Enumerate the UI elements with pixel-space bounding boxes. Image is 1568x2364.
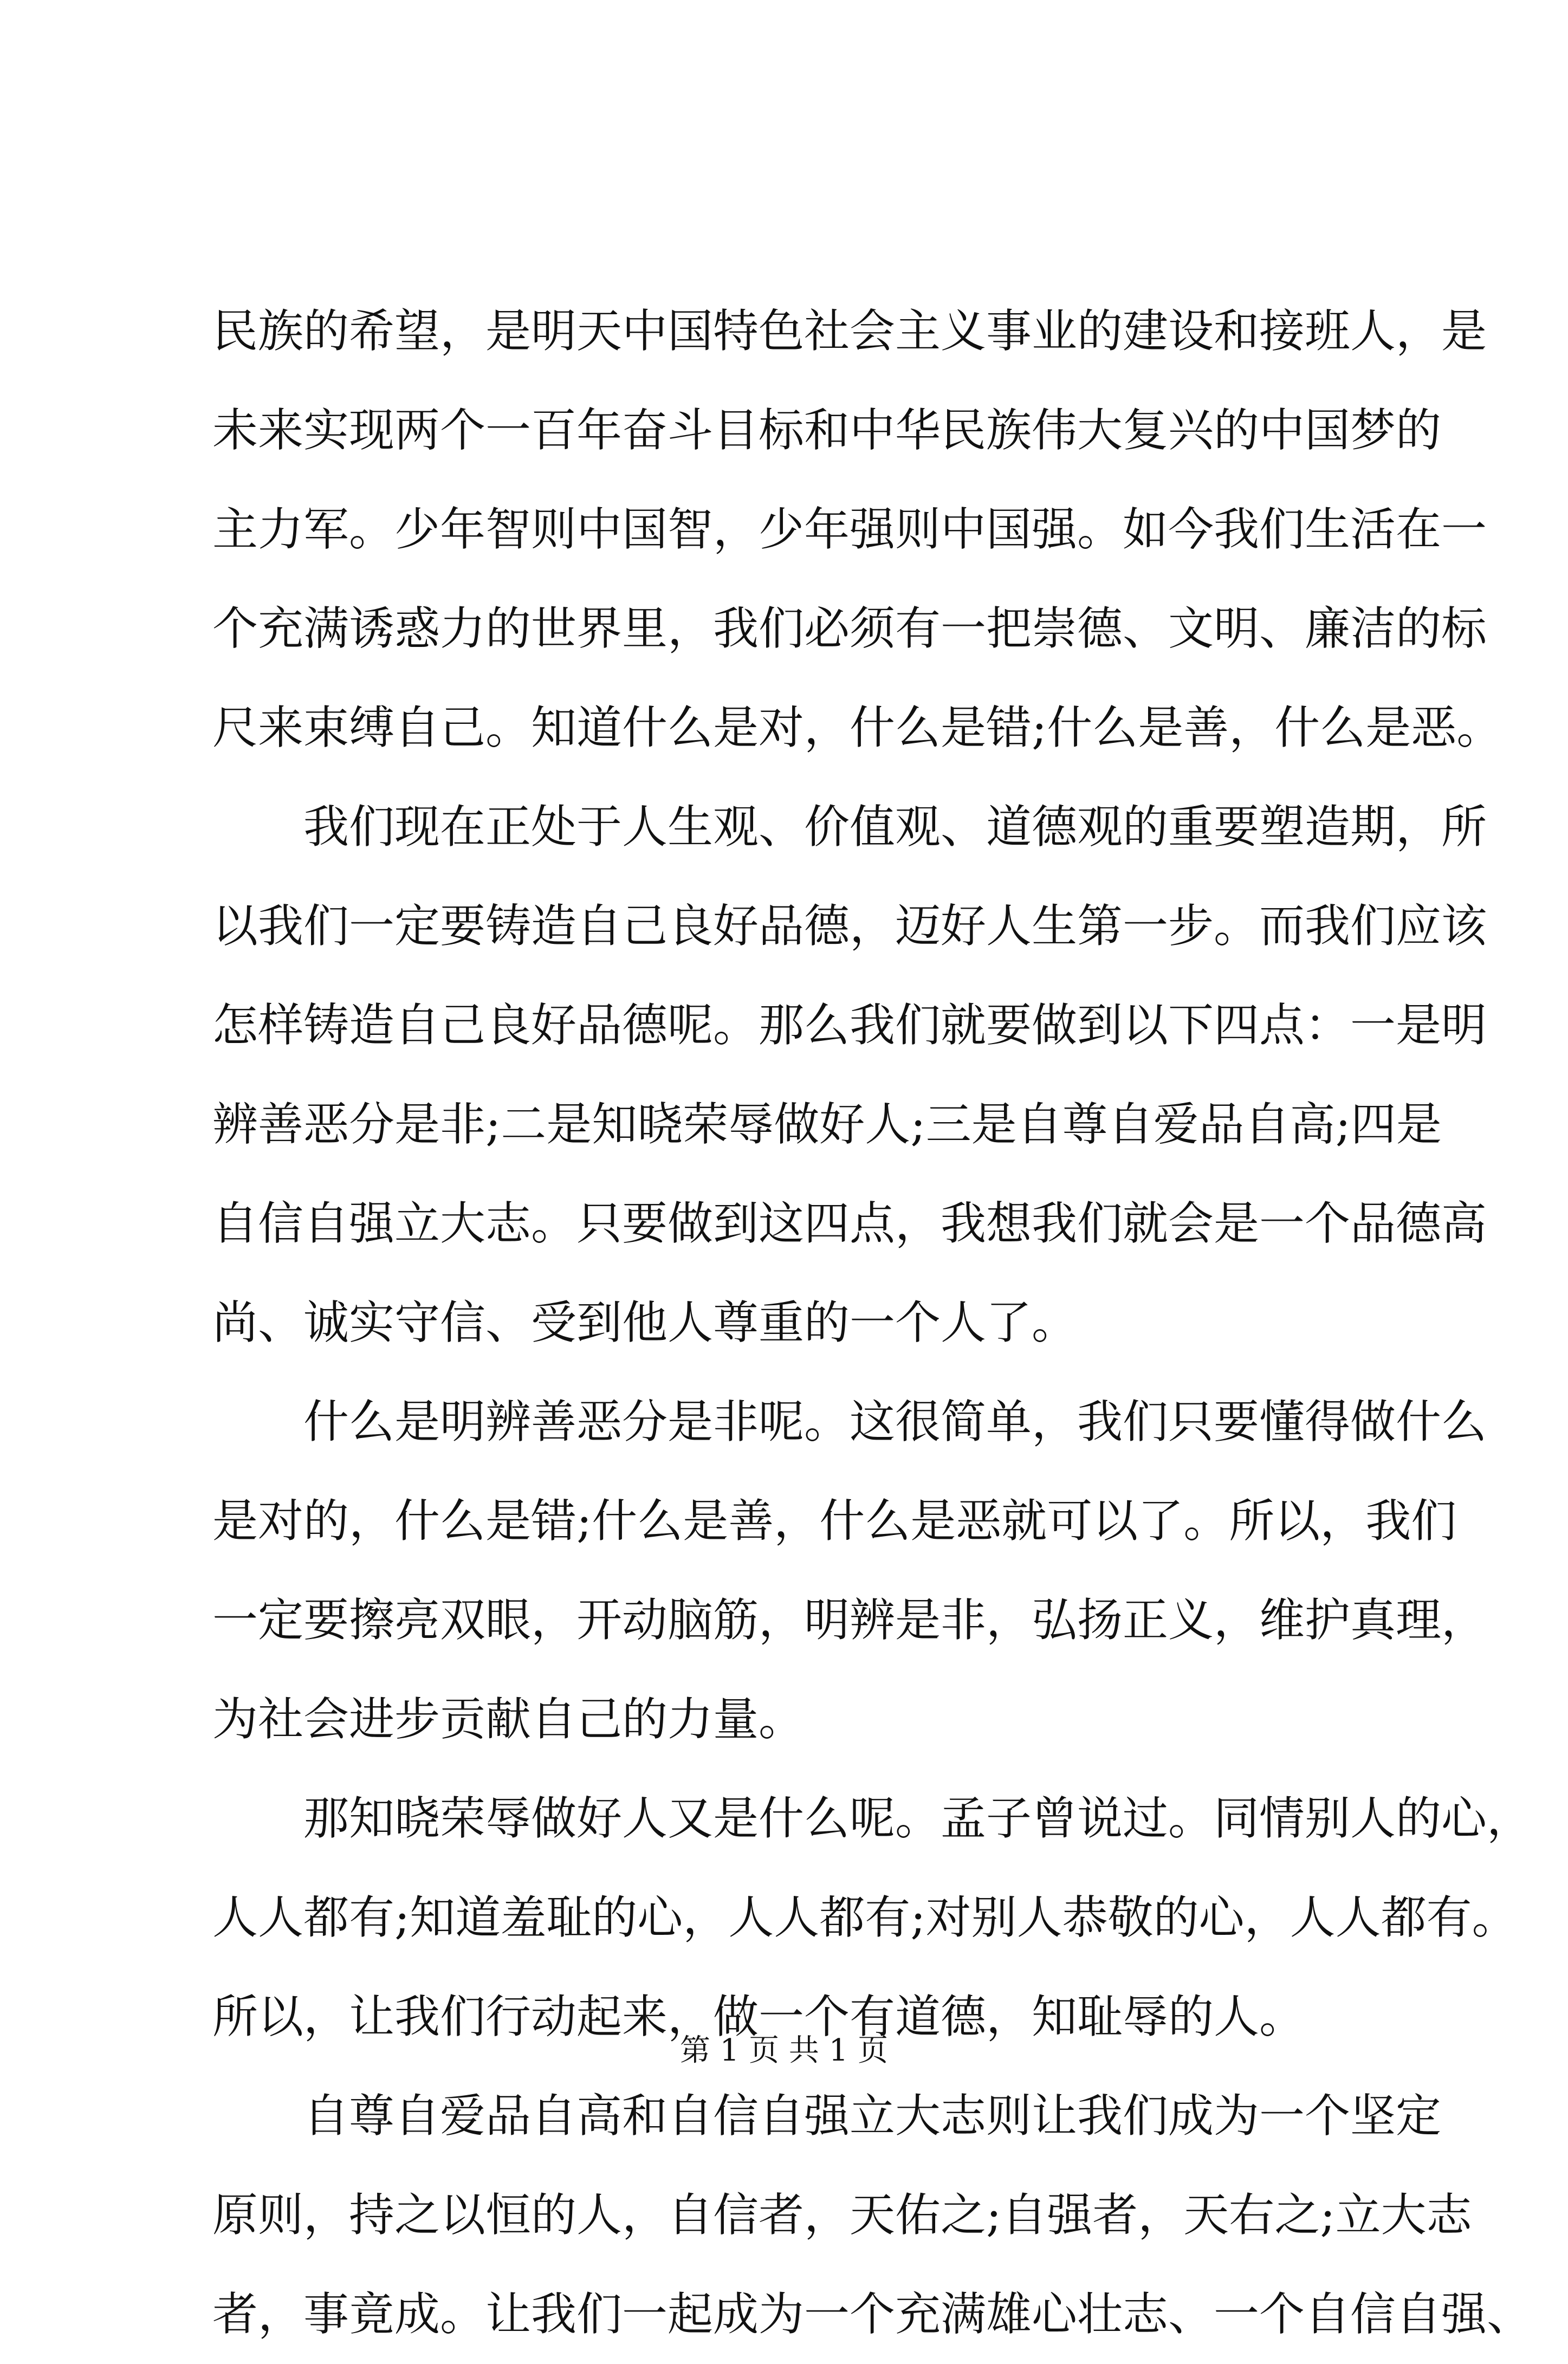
text-line: 所以，让我们行动起来，做一个有道德，知耻辱的人。 [212,1990,1305,2043]
text-line: 者，事竟成。让我们一起成为一个充满雄心壮志、一个自信自强、 [212,2288,1533,2341]
text-line: 是对的，什么是错;什么是善，什么是恶就可以了。所以，我们 [212,1494,1457,1547]
text-line: 怎样铸造自己良好品德呢。那么我们就要做到以下四点：一是明 [212,999,1487,1052]
text-line: 自尊自爱品自高和自信自强立大志则让我们成为一个坚定 [303,2089,1442,2142]
page-footer [0,2029,1568,2072]
text-line: 原则，持之以恒的人，自信者，天佑之;自强者，天右之;立大志 [212,2188,1472,2242]
text-line: 尺来束缚自己。知道什么是对，什么是错;什么是善，什么是恶。 [212,701,1502,754]
text-line: 那知晓荣辱做好人又是什么呢。孟子曾说过。同情别人的心， [303,1792,1533,1845]
paragraph [212,282,1502,778]
text-line: 尚、诚实守信、受到他人尊重的一个人了。 [212,1296,1078,1349]
text-line: 未来实现两个一百年奋斗目标和中华民族伟大复兴的中国梦的 [212,404,1442,457]
text-line: 民族的希望，是明天中国特色社会主义事业的建设和接班人，是 [212,305,1487,358]
text-line: 为社会进步贡献自己的力量。 [212,1693,805,1746]
text-line: 什么是明辨善恶分是非呢。这很简单，我们只要懂得做什么 [303,1395,1487,1448]
text-line: 辨善恶分是非;二是知晓荣辱做好人;三是自尊自爱品自高;四是 [212,1098,1442,1151]
text-line: 一定要擦亮双眼，开动脑筋，明辨是非，弘扬正义，维护真理， [212,1594,1487,1647]
text-line: 主力军。少年智则中国智，少年强则中国强。如今我们生活在一 [212,503,1487,556]
text-line: 人人都有;知道羞耻的心，人人都有;对别人恭敬的心，人人都有。 [212,1891,1518,1944]
text-line: 个充满诱惑力的世界里，我们必须有一把崇德、文明、廉洁的标 [212,602,1487,655]
paragraph [212,1372,1487,1769]
paragraph [212,1769,1533,2067]
page-number-label: 第 1 页 共 1 页 [679,2033,889,2068]
paragraph [212,2067,1533,2364]
text-line: 自信自强立大志。只要做到这四点，我想我们就会是一个品德高 [212,1197,1487,1250]
paragraph [212,778,1487,1372]
text-line: 以我们一定要铸造自己良好品德，迈好人生第一步。而我们应该 [212,899,1487,953]
text-line: 我们现在正处于人生观、价值观、道德观的重要塑造期，所 [303,800,1487,853]
